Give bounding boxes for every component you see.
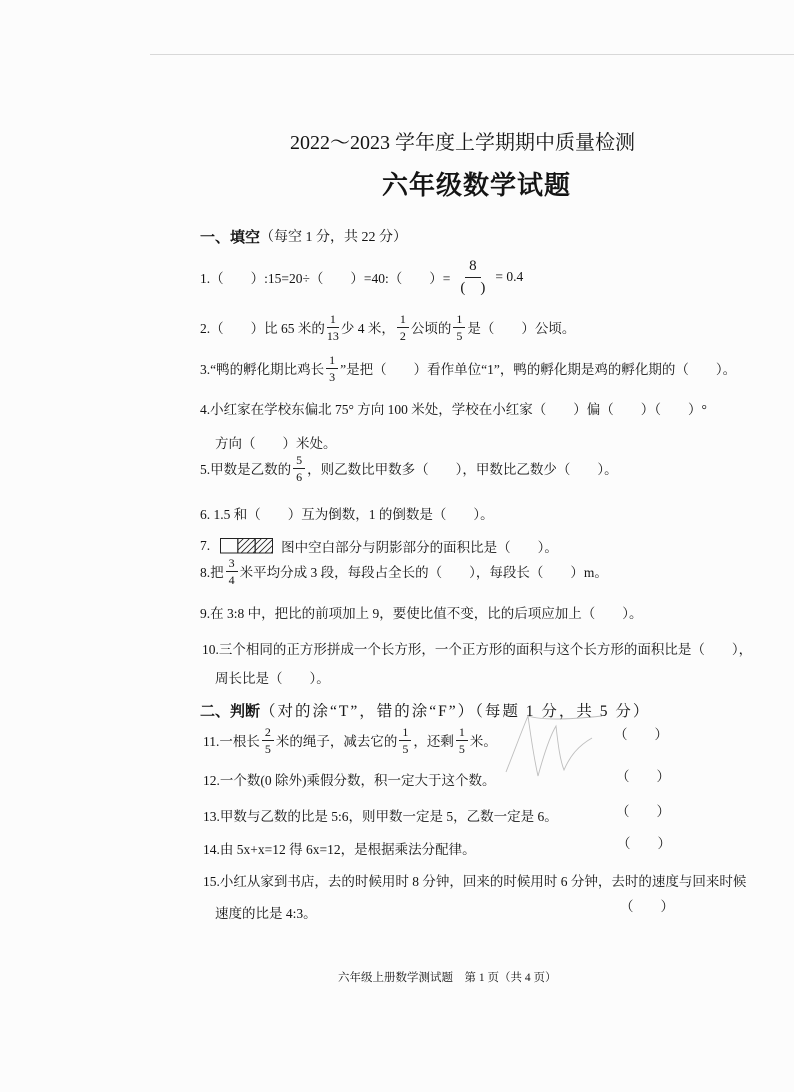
- answer-bracket: （ ）: [616, 769, 670, 784]
- fraction: [453, 313, 465, 342]
- section-title: 一、填空: [200, 229, 261, 246]
- question-text: 3.“鸭的孵化期比鸡长: [200, 362, 325, 377]
- question-text: 11.一根长: [203, 734, 260, 749]
- fraction-numerator: 1: [456, 726, 468, 741]
- question-text: 1.（ ）:15=20÷（ ）=40:（ ）=: [200, 271, 451, 286]
- rectangle-area-figure: [220, 538, 273, 554]
- fraction: [399, 726, 411, 755]
- question-text: ，则乙数比甲数多（ ），甲数比乙数少（ ）。: [307, 462, 618, 477]
- figure-cell-blank: [221, 539, 238, 554]
- section-score-note: （对的涂“T”，错的涂“F”）（每题 1 分，共 5 分）: [260, 703, 651, 720]
- question-text: 8.把: [200, 565, 224, 580]
- question-1: [200, 257, 524, 296]
- answer-bracket: （ ）: [620, 899, 674, 914]
- pencil-stroke: [506, 716, 602, 776]
- section-title: 二、判断: [200, 703, 261, 720]
- section-fill-in-heading: [200, 221, 407, 251]
- fraction: [397, 313, 409, 342]
- question-5: [200, 453, 618, 483]
- question-15-line-2: 速度的比是 4:3。: [215, 906, 317, 921]
- question-text: = 0.4: [495, 269, 524, 284]
- question-9: 9.在 3:8 中，把比的前项加上 9，要使比值不变，比的后项应加上（ ）。: [200, 606, 643, 621]
- question-text: 米。: [469, 734, 497, 749]
- fraction-numerator: 2: [262, 726, 274, 741]
- fraction-denominator: 5: [264, 741, 271, 756]
- fraction-denominator: 6: [296, 469, 303, 484]
- question-text: 图中空白部分与阴影部分的面积比是（ ）。: [281, 540, 558, 555]
- fraction-numerator: 1: [326, 354, 338, 369]
- fraction-numerator: 3: [226, 557, 238, 572]
- question-text: 2.（ ）比 65 米的: [200, 321, 325, 336]
- fraction-denominator: 5: [402, 741, 409, 756]
- question-text: ”是把（ ）看作单位“1”，鸭的孵化期是鸡的孵化期的（ ）。: [340, 362, 737, 377]
- question-number: 7.: [200, 538, 211, 553]
- question-2: [200, 312, 575, 342]
- fraction-denominator: ( ): [460, 279, 486, 296]
- figure-cell-shaded: [255, 539, 272, 554]
- question-11: [203, 725, 497, 755]
- fraction-numerator: 5: [293, 454, 305, 469]
- question-text: 米的绳子，减去它的: [275, 734, 398, 749]
- question-4-line-1: 4.小红家在学校东偏北 75° 方向 100 米处，学校在小红家（ ）偏（ ）（ ）°: [200, 402, 707, 417]
- fraction: [456, 726, 468, 755]
- question-text: 少 4 米，: [340, 321, 395, 336]
- pencil-scribble: [498, 708, 608, 786]
- fraction: [226, 557, 238, 586]
- question-text: 米平均分成 3 段，每段占全长的（ ），每段长（ ）m。: [239, 565, 608, 580]
- question-6: 6. 1.5 和（ ）互为倒数，1 的倒数是（ ）。: [200, 507, 494, 522]
- question-15-line-1: 15.小红从家到书店，去的时候用时 8 分钟，回来的时候用时 6 分钟，去时的速度与回来时候: [203, 874, 747, 889]
- question-12: 12.一个数(0 除外)乘假分数，积一定大于这个数。: [203, 773, 496, 788]
- fraction-denominator: 5: [458, 741, 465, 756]
- question-text: 5.甲数是乙数的: [200, 462, 292, 477]
- fraction-numerator: 8: [465, 259, 481, 278]
- answer-bracket: （ ）: [617, 836, 671, 851]
- fraction-numerator: 1: [327, 313, 339, 328]
- question-13: 13.甲数与乙数的比是 5:6，则甲数一定是 5，乙数一定是 6。: [203, 809, 558, 824]
- question-3: [200, 353, 736, 383]
- fraction-denominator: 13: [326, 328, 339, 343]
- fraction-denominator: 3: [329, 369, 336, 384]
- fraction: [293, 454, 305, 483]
- question-text: ，还剩: [413, 734, 454, 749]
- fraction: [262, 726, 274, 755]
- question-4-line-2: 方向（ ）米处。: [215, 436, 337, 451]
- figure-cell-shaded: [238, 539, 255, 554]
- fraction-numerator: 1: [453, 313, 465, 328]
- scan-edge-line: [150, 54, 794, 55]
- fraction-denominator: 4: [228, 572, 235, 587]
- fraction: [327, 313, 339, 342]
- question-text: 公顷的: [410, 321, 452, 336]
- exam-title: 六年级数学试题: [382, 170, 572, 200]
- question-text: 是（ ）公顷。: [467, 321, 576, 336]
- page-footer: 六年级上册数学测试题 第 1 页（共 4 页）: [338, 972, 557, 984]
- fraction-denominator: 5: [456, 328, 463, 343]
- exam-subtitle: 2022～2023 学年度上学期期中质量检测: [290, 131, 635, 154]
- question-10-line-1: 10.三个相同的正方形拼成一个长方形，一个正方形的面积与这个长方形的面积比是（ ），: [202, 642, 753, 657]
- fraction: [456, 259, 489, 296]
- fraction-numerator: 1: [397, 313, 409, 328]
- question-14: 14.由 5x+x=12 得 6x=12，是根据乘法分配律。: [203, 842, 476, 857]
- question-10-line-2: 周长比是（ ）。: [215, 671, 330, 686]
- fraction: [326, 354, 338, 383]
- answer-bracket: （ ）: [614, 727, 668, 742]
- fraction-numerator: 1: [399, 726, 411, 741]
- fraction-denominator: 2: [399, 328, 406, 343]
- question-8: [200, 556, 608, 586]
- section-score-note: （每空 1 分，共 22 分）: [260, 230, 408, 245]
- answer-bracket: （ ）: [616, 804, 670, 819]
